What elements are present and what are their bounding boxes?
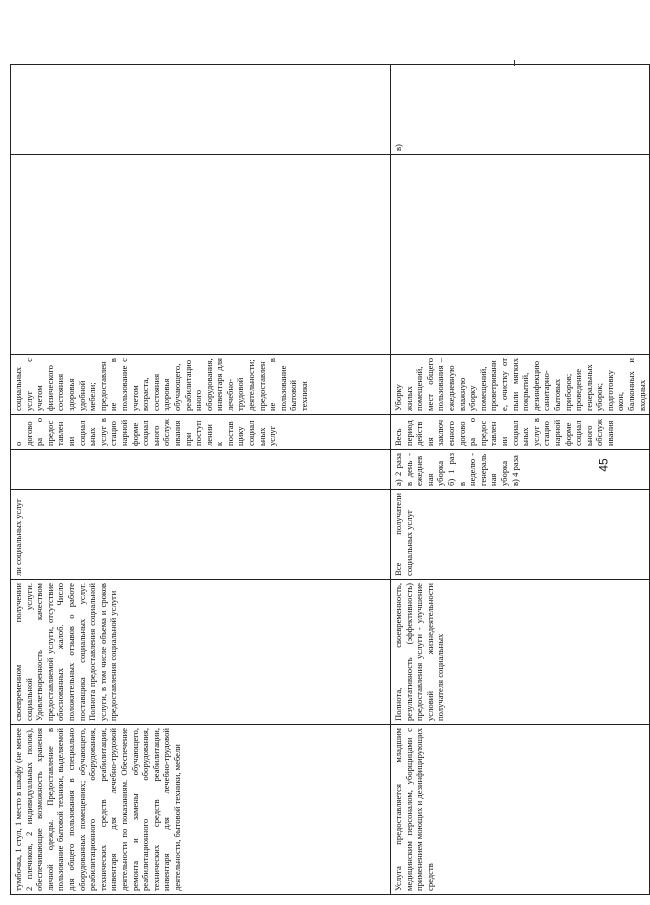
conditions-cell: Услуга предоставляется младшим медицинским персоналом, уборщицами с применением моющих и дезинфицирующих средств: [391, 725, 650, 895]
rotated-table-container: [10, 65, 647, 895]
term-cell: о договора о предоставлении социальных услуг в стационарной форме социального обслуживания при поступлении к поставщику социальных услуг: [11, 415, 391, 450]
conditions-cell: тумбочка, 1 стул, 1 место в шкафу (не менее 2 плечиков, 2 индивидуальных полок), обеспечивающие возможность хранения личной одежды. Предоставление в пользование бытовой техники, выделяемой для общего пользования в специально оборудованных помещениях; обучающего, реабилитационного оборудования, технических средств реабилитации, инвентаря для лечебно-трудовой деятельности по показаниям. Обеспечение ремонта и замены обучающего, реабилитационного оборудования, технических средств реабилитации, инвентаря для лечебно-трудовой деятельности, бытовой техники, мебели: [11, 725, 391, 895]
page-number: 45: [596, 458, 611, 472]
term-cell: а) 2 раза в день - ежедневная уборка б) 1 раз в неделю - генеральная уборка в) 4 раза: [391, 450, 650, 490]
number-cell: в): [391, 65, 650, 155]
recipients-cell: ли социальных услуг: [11, 490, 391, 580]
scan-mark: [514, 60, 515, 66]
indicators-cell: своевременном получении социальной услуги. Удовлетворенность качеством предоставляемой услуги, отсутствие обоснованных жалоб. Число положительных отзывов о работе поставщика социальных услуг. Полнота предоставления социальной услуги, в том числе объема и сроков предоставления социальной услуги: [11, 580, 391, 725]
recipients-cell: Все получатели социальных услуг: [391, 490, 650, 580]
table-row: [391, 65, 650, 895]
description-cell: социальных услуг с учетом физического состояния здоровья удобной мебели; предоставление в пользование с учетом возраста, состояния здоровья обучающего, реабилитационного оборудования, инвентаря для лечебно-трудовой деятельности; предоставление в пользование бытовой техники: [11, 355, 391, 415]
blank-cell: [391, 155, 650, 355]
norm-cell: [11, 450, 391, 490]
table-row: [11, 65, 391, 895]
description-cell: Весь период действия заключенного договора о предоставлении социальных услуг в стационарной форме социального обслуживания: [391, 415, 650, 450]
number-cell: [11, 65, 391, 155]
service-cell: [11, 155, 391, 355]
services-table: [10, 64, 650, 895]
indicators-cell: Полнота, своевременность, результативность (эффективность) предоставления услуги - улучшение условий жизнедеятельности получателя социальных: [391, 580, 650, 725]
service-cell: Уборку жилых помещений, мест общего пользования – ежедневную влажную уборку помещений, проветривание, очистку от пыли мягких покрытий, дезинфекцию санитарно-бытовых приборов; проведение генеральных уборок; подготовку окон, балконных и входных: [391, 355, 650, 415]
